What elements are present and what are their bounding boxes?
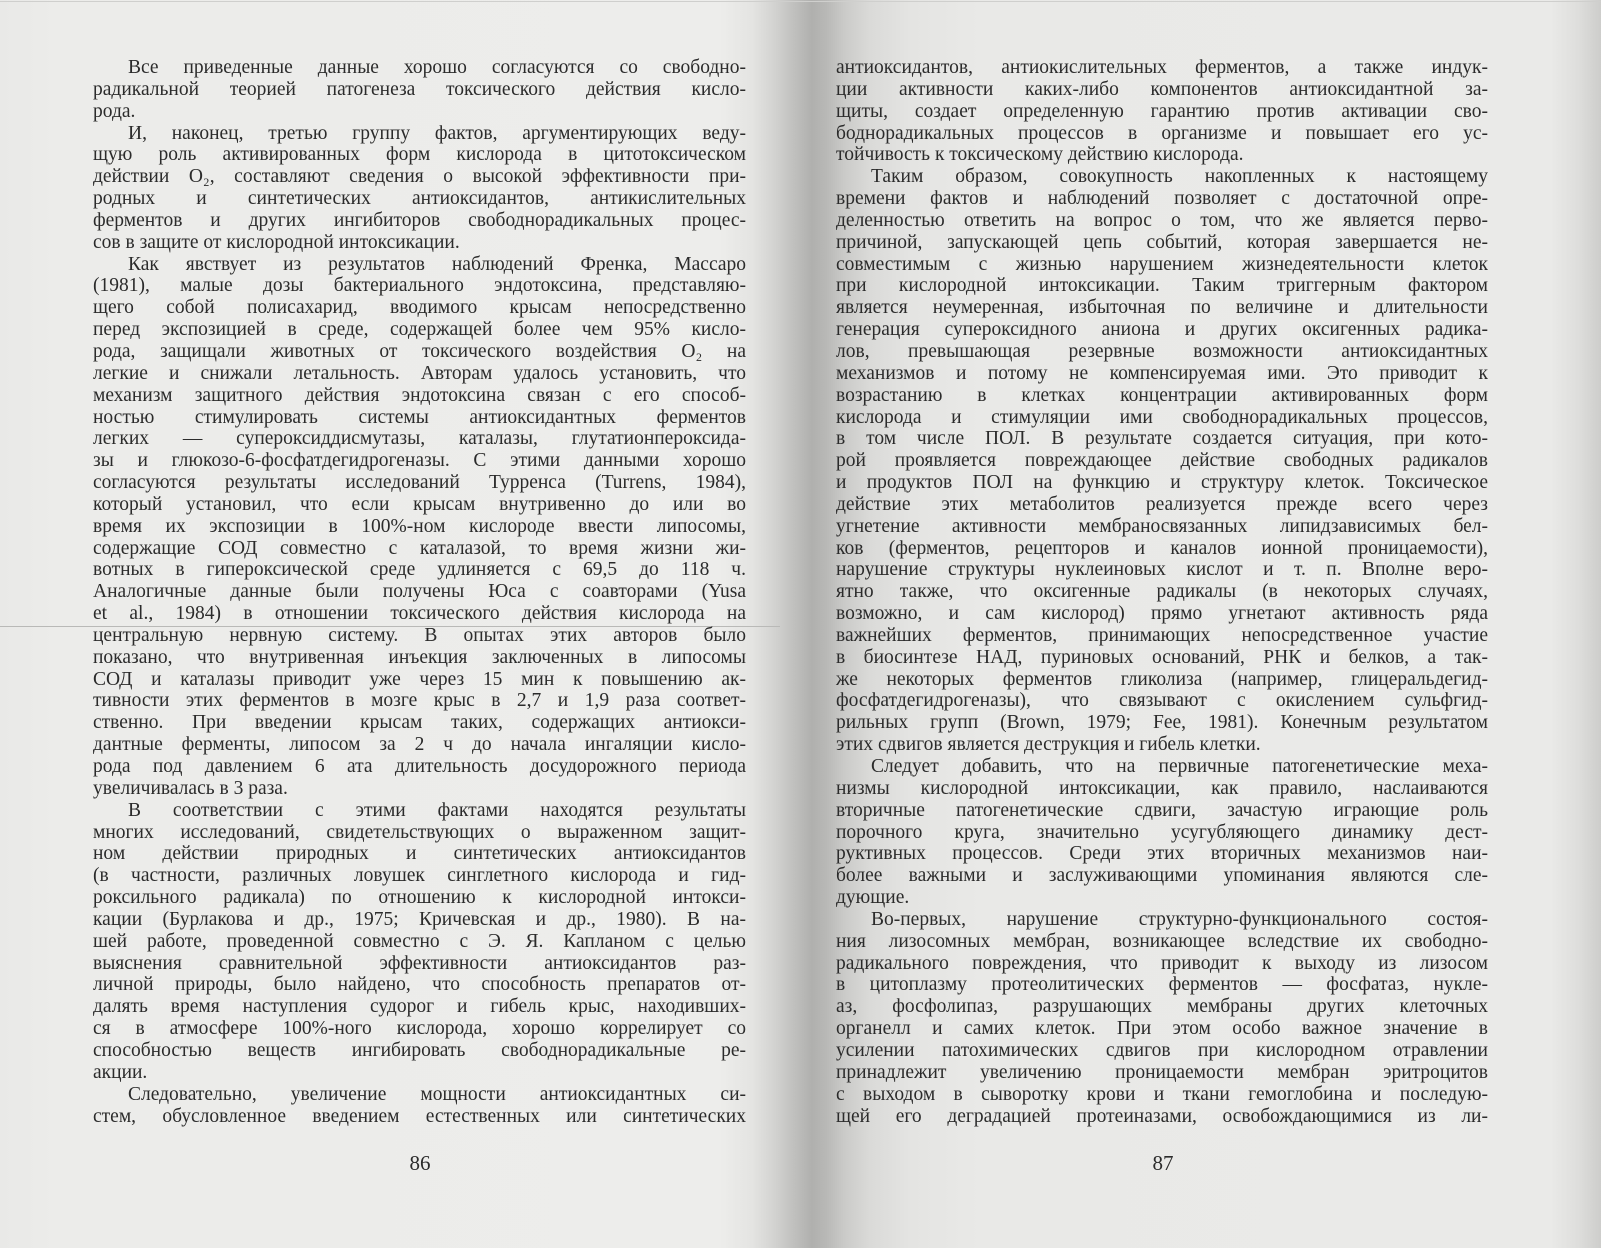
- text-line: более важными и заслуживающими упоминания являются сле-: [836, 865, 1488, 887]
- right-page: [790, 0, 1601, 1248]
- text-line: время их экспозиции в 100%-ном кислороде ввести липосомы,: [93, 515, 746, 537]
- text-line: причиной, запускающей цепь событий, которая завершается не-: [836, 231, 1488, 253]
- text-line: действие этих метаболитов реализуется прежде всего через: [836, 493, 1488, 515]
- text-line: перед экспозицией в среде, содержащей более чем 95% кисло-: [93, 319, 746, 341]
- text-line: дантные ферменты, липосом за 2 ч до начала ингаляции кисло-: [93, 734, 746, 756]
- text-line: в цитоплазму протеолитических ферментов — фосфатаз, нукле-: [836, 974, 1488, 996]
- text-line: боднорадикальных процессов в организме и повышает его ус-: [836, 122, 1488, 144]
- text-line: et al., 1984) в отношении токсического действия кислорода на: [93, 603, 746, 625]
- text-line: радикального повреждения, что приводит к выходу из лизосом: [836, 952, 1488, 974]
- text-line: ственно. При введении крысам таких, содержащих антиокси-: [93, 712, 746, 734]
- text-line: щей его деградацией протеиназами, освобождающимися из ли-: [836, 1105, 1488, 1127]
- text-line: ся в атмосфере 100%-ного кислорода, хорошо коррелирует со: [93, 1018, 746, 1040]
- text-line: органелл и самих клеток. При этом особо важное значение в: [836, 1018, 1488, 1040]
- text-line: возможно, и сам кислород) прямо угнетают активность ряда: [836, 603, 1488, 625]
- text-line: зы и глюкозо-6-фосфатдегидрогеназы. С этими данными хорошо: [93, 450, 746, 472]
- text-line: Как явствует из результатов наблюдений Френка, Массаро: [128, 253, 746, 275]
- text-line: ятно также, что оксигенные радикалы (в некоторых случаях,: [836, 581, 1488, 603]
- text-line: сов в защите от кислородной интоксикации.: [93, 231, 460, 253]
- text-line: шей работе, проведенной совместно с Э. Я. Капланом с целью: [93, 930, 746, 952]
- text-line: тивности этих ферментов в мозге крыс в 2,7 и 1,9 раза соответ-: [93, 690, 746, 712]
- text-line: Все приведенные данные хорошо согласуются со свободно-: [128, 57, 746, 78]
- text-line: в том числе ПОЛ. В результате создается ситуация, при кото-: [836, 428, 1488, 450]
- text-line: центральную нервную систему. В опытах этих авторов было: [93, 624, 746, 646]
- text-line: И, наконец, третью группу фактов, аргументирующих веду-: [128, 122, 746, 144]
- text-line: ностью стимулировать системы антиоксидантных ферментов: [93, 406, 746, 428]
- text-line: легкие и снижали летальность. Авторам удалось установить, что: [93, 362, 746, 384]
- text-line: угнетение активности мембраносвязанных липидзависимых бел-: [836, 515, 1488, 537]
- text-line: руктивных процессов. Среди этих вторичных механизмов наи-: [836, 843, 1488, 865]
- text-line: ния лизосомных мембран, возникающее вследствие их свободно-: [836, 930, 1488, 952]
- text-line: щую роль активированных форм кислорода в цитотоксическом: [93, 144, 746, 166]
- text-line: (в частности, различных ловушек синглетного кислорода и гид-: [93, 865, 746, 887]
- text-line: низмы кислородной интоксикации, как правило, наслаиваются: [836, 777, 1488, 799]
- text-line: рода, защищали животных от токсического воздействия O₂ на: [93, 340, 746, 362]
- text-line: принадлежит увеличению проницаемости мембран эритроцитов: [836, 1061, 1488, 1083]
- text-line: антиоксидантов, антиокислительных ферментов, а также индук-: [836, 57, 1488, 78]
- text-line: деленностью ответить на вопрос о том, что же является перво-: [836, 209, 1488, 231]
- text-line: Следует добавить, что на первичные патогенетические меха-: [871, 756, 1488, 777]
- text-line: же некоторых ферментов гликолиза (например, глицеральдегид-: [836, 668, 1488, 690]
- text-line: действии O₂, составляют сведения о высокой эффективности при-: [93, 166, 746, 188]
- text-line: радикальной теорией патогенеза токсического действия кисло-: [93, 78, 746, 100]
- text-line: важнейших ферментов, принимающих непосредственное участие: [836, 624, 1488, 646]
- text-line: механизмов и потому не компенсируемая ими. Это приводит к: [836, 362, 1488, 384]
- text-line: согласуются результаты исследований Турренса (Turrens, 1984),: [93, 472, 746, 494]
- text-line: генерация супероксидного аниона и других оксигенных радика-: [836, 319, 1488, 341]
- page-number-left: 86: [409, 1151, 431, 1175]
- text-line: лов, превышающая резервные возможности антиоксидантных: [836, 340, 1488, 362]
- text-line: тойчивость к токсическому действию кислорода.: [836, 144, 1244, 166]
- text-line: совместимым с жизнью нарушением жизнедеятельности клеток: [836, 253, 1488, 275]
- text-line: щего собой полисахарид, вводимого крысам непосредственно: [93, 297, 746, 319]
- text-line: вотных в гипероксической среде удлиняется с 69,5 до 118 ч.: [93, 559, 746, 581]
- text-line: нарушение структуры нуклеиновых кислот и т. п. Вполне веро-: [836, 559, 1488, 581]
- text-line: рода под давлением 6 ата длительность досудорожного периода: [93, 756, 746, 777]
- text-line: порочного круга, значительно усугубляющего динамику дест-: [836, 821, 1488, 843]
- text-line: способностью веществ ингибировать свободнорадикальные ре-: [93, 1039, 746, 1061]
- text-line: времени фактов и наблюдений позволяет с достаточной опре-: [836, 188, 1488, 210]
- text-line: стем, обусловленное введением естественных или синтетических: [93, 1105, 746, 1127]
- text-line: многих исследований, свидетельствующих о выраженном защит-: [93, 821, 746, 843]
- text-line: вторичные патогенетические сдвиги, зачастую играющие роль: [836, 799, 1488, 821]
- text-line: родных и синтетических антиоксидантов, антикислительных: [93, 188, 746, 210]
- text-line: и продуктов ПОЛ на функцию и структуру клеток. Токсическое: [836, 472, 1488, 494]
- text-line: щиты, создает определенную гарантию против активации сво-: [836, 100, 1488, 122]
- text-line: ном действии природных и синтетических антиоксидантов: [93, 843, 746, 865]
- text-line: кислорода и стимуляции ими свободнорадикальных процессов,: [836, 406, 1488, 428]
- left-text-column: [93, 57, 746, 1127]
- text-line: с выходом в сыворотку крови и ткани гемоглобина и последую-: [836, 1083, 1488, 1105]
- text-line: возрастанию в клетках концентрации активированных форм: [836, 384, 1488, 406]
- text-line: рода.: [93, 100, 136, 122]
- text-line: личной природы, было найдено, что способность препаратов от-: [93, 974, 746, 996]
- text-line: акции.: [93, 1061, 148, 1083]
- text-line: выяснения сравнительной эффективности антиоксидантов раз-: [93, 952, 746, 974]
- text-line: дующие.: [836, 887, 910, 909]
- text-line: Таким образом, совокупность накопленных к настоящему: [871, 166, 1488, 188]
- text-line: кации (Бурлакова и др., 1975; Кричевская и др., 1980). В на-: [93, 908, 746, 930]
- text-line: аз, фосфолипаз, разрушающих мембраны других клеточных: [836, 996, 1488, 1018]
- text-line: усилении патохимических сдвигов при кислородном отравлении: [836, 1039, 1488, 1061]
- left-page: [0, 0, 790, 1248]
- text-line: ков (ферментов, рецепторов и каналов ионной проницаемости),: [836, 537, 1488, 559]
- text-line: механизм защитного действия эндотоксина связан с его способ-: [93, 384, 746, 406]
- text-line: этих сдвигов является деструкция и гибель клетки.: [836, 734, 1261, 756]
- text-line: (1981), малые дозы бактериального эндотоксина, представляю-: [93, 275, 746, 297]
- text-line: фосфатдегидрогеназы), что связывают с окислением сульфгид-: [836, 690, 1488, 712]
- text-line: легких — супероксиддисмутазы, каталазы, глутатионпероксида-: [93, 428, 746, 450]
- text-line: при кислородной интоксикации. Таким триггерным фактором: [836, 275, 1488, 297]
- text-line: ферментов и других ингибиторов свободнорадикальных процес-: [93, 209, 746, 231]
- text-line: Аналогичные данные были получены Юса с соавторами (Yusa: [93, 581, 746, 603]
- text-line: который установил, что если крысам внутривенно до или во: [93, 493, 746, 515]
- text-line: рой проявляется повреждающее действие свободных радикалов: [836, 450, 1488, 472]
- text-line: Следовательно, увеличение мощности антиоксидантных си-: [128, 1083, 746, 1105]
- text-line: содержащие СОД совместно с каталазой, то время жизни жи-: [93, 537, 746, 559]
- text-line: рильных групп (Brown, 1979; Fee, 1981). Конечным результатом: [836, 712, 1488, 734]
- text-line: является неумеренная, избыточная по величине и длительности: [836, 297, 1488, 319]
- text-line: в биосинтезе НАД, пуриновых оснований, РНК и белков, а так-: [836, 646, 1488, 668]
- text-line: далять время наступления судорог и гибель крыс, находивших-: [93, 996, 746, 1018]
- text-line: увеличивалась в 3 раза.: [93, 777, 288, 799]
- text-line: ции активности каких-либо компонентов антиоксидантной за-: [836, 78, 1488, 100]
- page-number-right: 87: [1152, 1151, 1174, 1175]
- text-line: СОД и каталазы приводит уже через 15 мин к повышению ак-: [93, 668, 746, 690]
- text-line: роксильного радикала) по отношению к кислородной интокси-: [93, 887, 746, 909]
- text-line: Во-первых, нарушение структурно-функционального состоя-: [871, 908, 1488, 930]
- text-line: В соответствии с этими фактами находятся результаты: [128, 799, 746, 821]
- text-line: показано, что внутривенная инъекция заключенных в липосомы: [93, 646, 746, 668]
- right-text-column: [836, 57, 1488, 1127]
